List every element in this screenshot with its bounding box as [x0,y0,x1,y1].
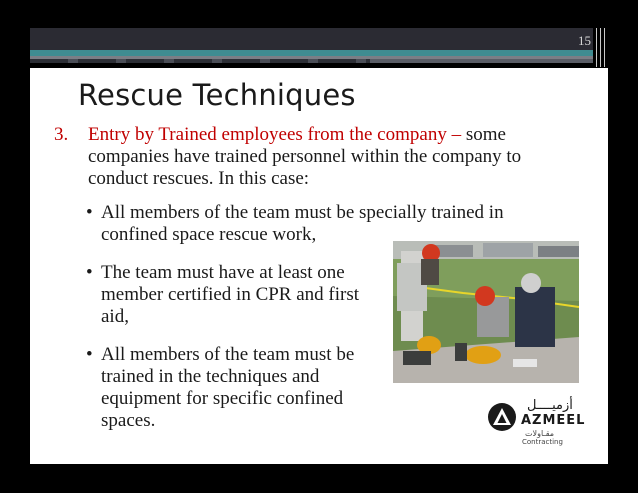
header-vertical-line [600,28,601,67]
header-pattern-strip [30,59,370,63]
rescue-team-photo-illustration [393,241,579,383]
item-highlight: Entry by Trained employees from the company – [88,124,462,145]
item-body: some companies have trained personnel within the company to conduct rescues. In this case: [88,124,522,189]
item-text [88,124,574,190]
slide-title: Rescue Techniques [78,78,356,112]
bullet-icon: • [86,202,93,223]
header-vertical-line [604,28,605,67]
page-number: 15 [578,33,591,48]
bullet-text: The team must have at least one member certified in CPR and first aid, [101,262,360,327]
logo-name: AZMEEL [521,413,586,428]
bullet-text: All members of the team must be trained in the techniques and equipment for specific confined spaces. [101,344,355,431]
bullet-icon: • [86,344,93,365]
header-vertical-line [596,28,597,67]
logo-subtitle: Contracting [522,438,563,446]
logo-arabic-subtitle: مقـاولات [525,429,555,438]
azmeel-logo [487,398,585,448]
item-number: 3. [54,124,69,145]
rescue-team-photo [393,241,579,383]
header-right-strip [370,59,593,63]
bullet-text: All members of the team must be specially trained in confined space rescue work, [101,202,504,245]
bullet-icon: • [86,262,93,283]
logo-arabic-name: أزميــــل [527,398,573,413]
header-bar [30,28,593,50]
azmeel-logo-icon [487,402,517,432]
slide-content [30,68,608,464]
